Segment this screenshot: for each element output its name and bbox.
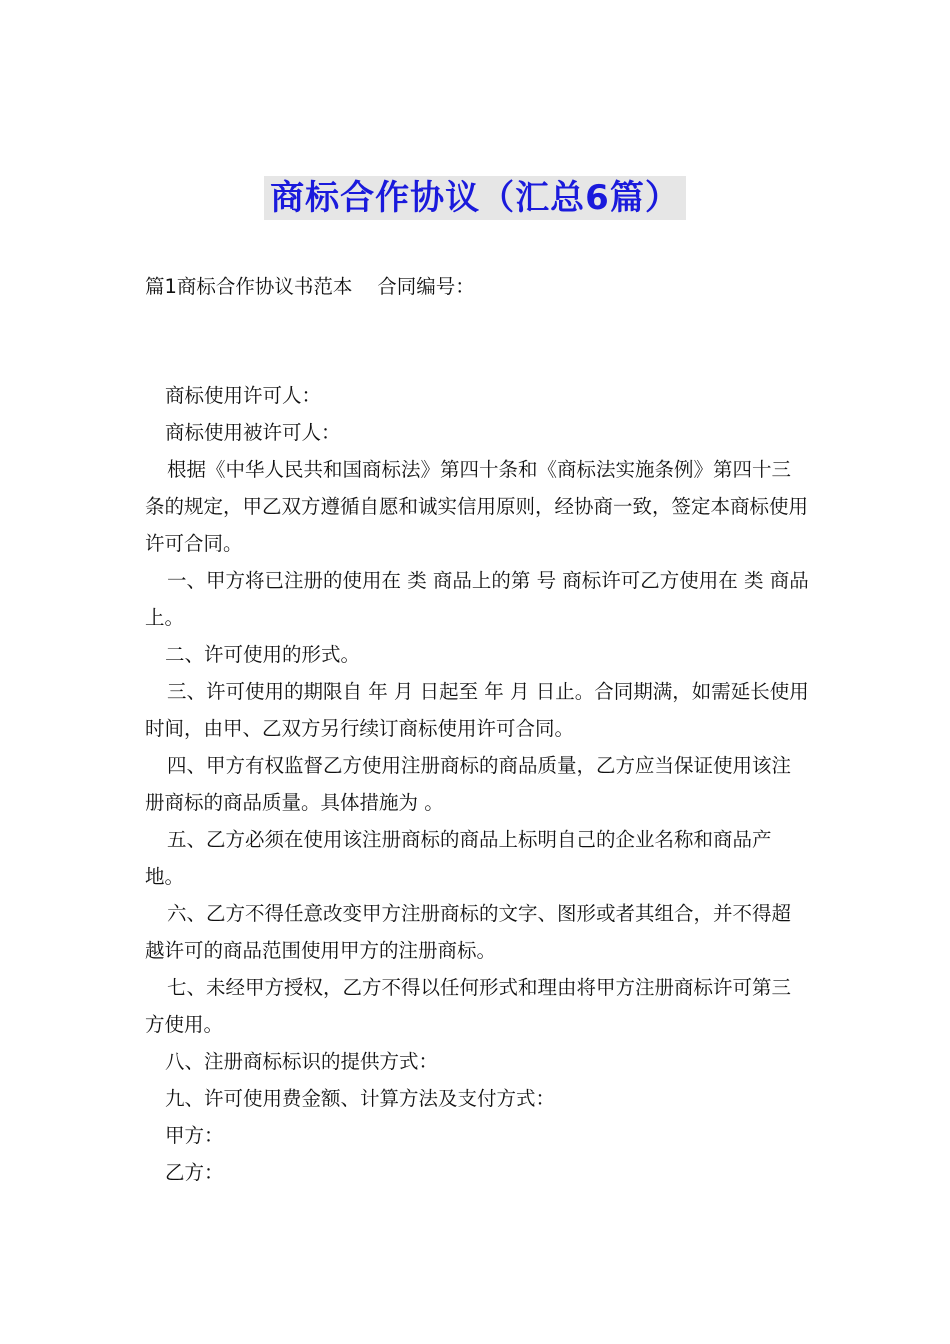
- paragraph-clause-6: 六、乙方不得任意改变甲方注册商标的文字、图形或者其组合，并不得超越许可的商品范围使用甲方的注册商标。: [145, 902, 792, 962]
- paragraph-party-b: 乙方：: [165, 1161, 224, 1184]
- paragraph-clause-4: 四、甲方有权监督乙方使用注册商标的商品质量，乙方应当保证使用该注册商标的商品质量。具体措施为 。: [145, 754, 792, 814]
- paragraph-clause-2: 二、许可使用的形式。: [165, 643, 361, 666]
- paragraph-licensee: 商标使用被许可人：: [165, 421, 341, 444]
- section-heading: 篇1商标合作协议书范本 合同编号：: [145, 275, 475, 298]
- document-body: [145, 377, 810, 1191]
- paragraph-party-a: 甲方：: [165, 1124, 224, 1147]
- paragraph-clause-3: 三、许可使用的期限自 年 月 日起至 年 月 日止。合同期满，如需延长使用时间，由甲、乙双方另行续订商标使用许可合同。: [145, 680, 809, 740]
- paragraph-licensor: 商标使用许可人：: [165, 384, 322, 407]
- title-container: [0, 176, 950, 220]
- document-title: 商标合作协议（汇总6篇）: [264, 176, 686, 220]
- paragraph-clause-7: 七、未经甲方授权，乙方不得以任何形式和理由将甲方注册商标许可第三方使用。: [145, 976, 792, 1036]
- paragraph-clause-1: 一、甲方将已注册的使用在 类 商品上的第 号 商标许可乙方使用在 类 商品上。: [145, 569, 809, 629]
- paragraph-preamble: 根据《中华人民共和国商标法》第四十条和《商标法实施条例》第四十三条的规定，甲乙双方遵循自愿和诚实信用原则，经协商一致，签定本商标使用许可合同。: [145, 458, 809, 555]
- paragraph-clause-9: 九、许可使用费金额、计算方法及支付方式：: [165, 1087, 556, 1110]
- paragraph-clause-5: 五、乙方必须在使用该注册商标的商品上标明自己的企业名称和商品产地。: [145, 828, 772, 888]
- paragraph-clause-8: 八、注册商标标识的提供方式：: [165, 1050, 439, 1073]
